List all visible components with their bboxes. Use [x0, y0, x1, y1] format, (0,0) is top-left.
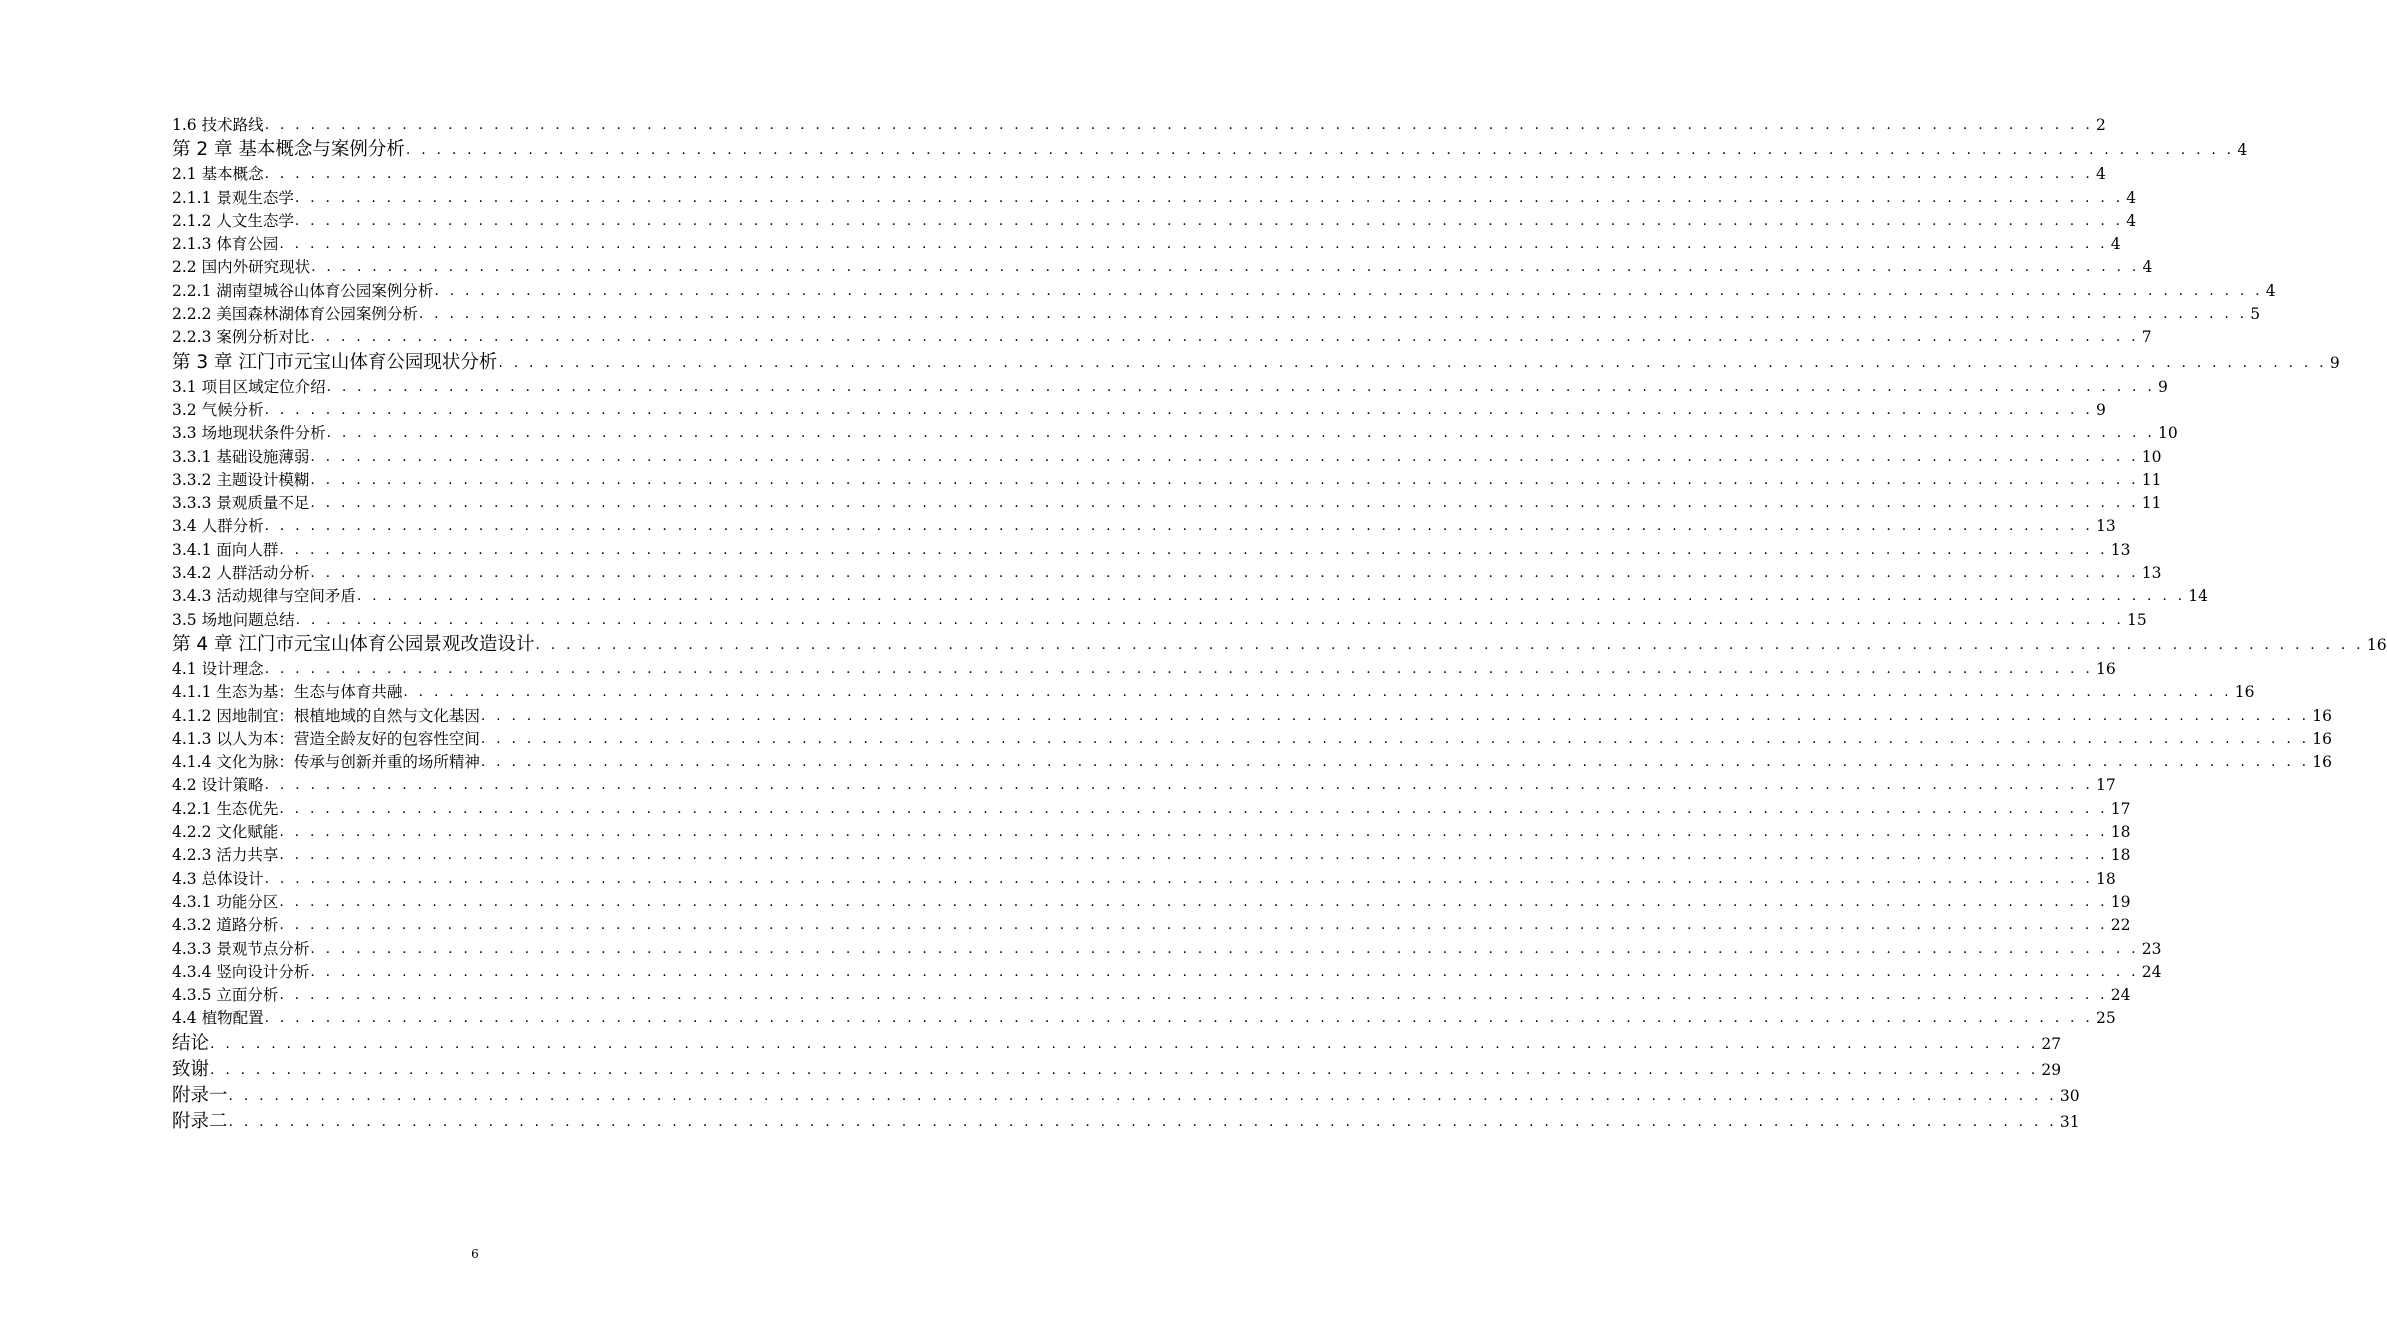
toc-entry-label: 4.3.1 功能分区 [172, 892, 279, 911]
toc-entry-label: 4.2.3 活力共享 [172, 846, 279, 865]
toc-entry-page: 9 [2157, 377, 2168, 396]
toc-entry-label: 2.1.1 景观生态学 [172, 188, 294, 207]
toc-chapter-entry[interactable] [172, 1109, 2080, 1135]
toc-entry[interactable] [172, 422, 2178, 445]
toc-entry-page: 10 [2157, 424, 2178, 443]
toc-entry[interactable] [172, 585, 2209, 608]
toc-chapter-entry[interactable] [172, 632, 2387, 658]
toc-entry-page: 16 [2366, 635, 2387, 654]
toc-leader-dots: . . . . . . . . . . . . . . . . . . . . . . . . . . . . . . . . . . . . . . . . . . . . . . . . . . . . . . . . . . . . . . . . . . . . . . . . . . . . . . . . . . . . . . . . . . . . . . . . . . . . . . . . . . . . . . . . . . . . . . . . [264, 777, 2093, 794]
toc-entry-page: 27 [2041, 1034, 2062, 1053]
toc-entry-label: 1.6 技术路线 [172, 116, 264, 134]
toc-entry-page: 24 [2110, 986, 2131, 1005]
toc-entry[interactable] [172, 233, 2121, 256]
toc-entry-page: 16 [2312, 706, 2333, 725]
toc-entry-label: 4.3.4 竖向设计分析 [172, 962, 310, 981]
toc-leader-dots: . . . . . . . . . . . . . . . . . . . . . . . . . . . . . . . . . . . . . . . . . . . . . . . . . . . . . . . . . . . . . . . . . . . . . . . . . . . . . . . . . . . . . . . . . . . . . . . . . . . . . . . . . . . . . . . . . . . . . . . . [480, 754, 2310, 771]
toc-entry-label: 3.2 气候分析 [172, 400, 264, 419]
toc-entry-page: 13 [2141, 564, 2162, 583]
toc-leader-dots: . . . . . . . . . . . . . . . . . . . . . . . . . . . . . . . . . . . . . . . . . . . . . . . . . . . . . . . . . . . . . . . . . . . . . . . . . . . . . . . . . . . . . . . . . . . . . . . . . . . . . . . . . . . . . . . . . . . . . . . . [311, 259, 2140, 276]
toc-entry-page: 7 [2141, 328, 2152, 347]
toc-entry-page: 18 [2110, 846, 2131, 865]
toc-entry-label: 4.3.5 立面分析 [172, 986, 279, 1005]
toc-leader-dots: . . . . . . . . . . . . . . . . . . . . . . . . . . . . . . . . . . . . . . . . . . . . . . . . . . . . . . . . . . . . . . . . . . . . . . . . . . . . . . . . . . . . . . . . . . . . . . . . . . . . . . . . . . . . . . . . . . . . . . . . [310, 565, 2139, 582]
toc-entry-page: 4 [2095, 165, 2106, 184]
toc-entry[interactable] [172, 705, 2333, 728]
toc-entry-label: 3.3.3 景观质量不足 [172, 494, 310, 513]
table-of-contents [172, 114, 2387, 1135]
toc-entry-page: 10 [2141, 447, 2162, 466]
toc-entry-label: 2.1.2 人文生态学 [172, 211, 294, 230]
toc-leader-dots: . . . . . . . . . . . . . . . . . . . . . . . . . . . . . . . . . . . . . . . . . . . . . . . . . . . . . . . . . . . . . . . . . . . . . . . . . . . . . . . . . . . . . . . . . . . . . . . . . . . . . . . . . . . . . . . . . . . . . . . . [279, 987, 2108, 1004]
toc-leader-dots: . . . . . . . . . . . . . . . . . . . . . . . . . . . . . . . . . . . . . . . . . . . . . . . . . . . . . . . . . . . . . . . . . . . . . . . . . . . . . . . . . . . . . . . . . . . . . . . . . . . . . . . . . . . . . . . . . . . . . . . . [535, 636, 2364, 653]
toc-entry[interactable] [172, 163, 2106, 186]
toc-leader-dots: . . . . . . . . . . . . . . . . . . . . . . . . . . . . . . . . . . . . . . . . . . . . . . . . . . . . . . . . . . . . . . . . . . . . . . . . . . . . . . . . . . . . . . . . . . . . . . . . . . . . . . . . . . . . . . . . . . . . . . . . [294, 212, 2124, 229]
toc-entry-page: 17 [2095, 776, 2116, 795]
toc-leader-dots: . . . . . . . . . . . . . . . . . . . . . . . . . . . . . . . . . . . . . . . . . . . . . . . . . . . . . . . . . . . . . . . . . . . . . . . . . . . . . . . . . . . . . . . . . . . . . . . . . . . . . . . . . . . . . . . . . . . . . . . . [310, 495, 2139, 512]
toc-entry-label: 3.3.2 主题设计模糊 [172, 470, 310, 489]
toc-leader-dots: . . . . . . . . . . . . . . . . . . . . . . . . . . . . . . . . . . . . . . . . . . . . . . . . . . . . . . . . . . . . . . . . . . . . . . . . . . . . . . . . . . . . . . . . . . . . . . . . . . . . . . . . . . . . . . . . . . . . . . . . [295, 611, 2124, 628]
toc-entry[interactable] [172, 961, 2162, 984]
toc-entry-label: 4.1 设计理念 [172, 659, 264, 678]
toc-leader-dots: . . . . . . . . . . . . . . . . . . . . . . . . . . . . . . . . . . . . . . . . . . . . . . . . . . . . . . . . . . . . . . . . . . . . . . . . . . . . . . . . . . . . . . . . . . . . . . . . . . . . . . . . . . . . . . . . . . . . . . . . [326, 378, 2155, 395]
toc-leader-dots: . . . . . . . . . . . . . . . . . . . . . . . . . . . . . . . . . . . . . . . . . . . . . . . . . . . . . . . . . . . . . . . . . . . . . . . . . . . . . . . . . . . . . . . . . . . . . . . . . . . . . . . . . . . . . . . . . . . . . . . . [480, 730, 2310, 747]
toc-entry-page: 14 [2188, 587, 2209, 606]
toc-entry-page: 22 [2110, 916, 2131, 935]
toc-entry[interactable] [172, 751, 2333, 774]
toc-leader-dots: . . . . . . . . . . . . . . . . . . . . . . . . . . . . . . . . . . . . . . . . . . . . . . . . . . . . . . . . . . . . . . . . . . . . . . . . . . . . . . . . . . . . . . . . . . . . . . . . . . . . . . . . . . . . . . . . . . . . . . . . [310, 963, 2139, 980]
toc-entry-label: 4.3.3 景观节点分析 [172, 939, 310, 958]
toc-entry[interactable] [172, 515, 2116, 538]
toc-entry-page: 13 [2095, 517, 2116, 536]
toc-entry[interactable] [172, 256, 2153, 279]
toc-entry-page: 19 [2110, 892, 2131, 911]
toc-entry-label: 致谢 [172, 1058, 210, 1080]
toc-entry[interactable] [172, 658, 2116, 681]
toc-leader-dots: . . . . . . . . . . . . . . . . . . . . . . . . . . . . . . . . . . . . . . . . . . . . . . . . . . . . . . . . . . . . . . . . . . . . . . . . . . . . . . . . . . . . . . . . . . . . . . . . . . . . . . . . . . . . . . . . . . . . . . . . [264, 117, 2093, 133]
toc-entry-label: 3.4.2 人群活动分析 [172, 564, 310, 583]
toc-entry-page: 9 [2329, 353, 2340, 372]
toc-entry-label: 3.5 场地问题总结 [172, 610, 295, 629]
toc-leader-dots: . . . . . . . . . . . . . . . . . . . . . . . . . . . . . . . . . . . . . . . . . . . . . . . . . . . . . . . . . . . . . . . . . . . . . . . . . . . . . . . . . . . . . . . . . . . . . . . . . . . . . . . . . . . . . . . . . . . . . . . . [310, 471, 2139, 488]
toc-entry-page: 4 [2110, 235, 2121, 254]
toc-entry[interactable] [172, 938, 2162, 961]
toc-entry-page: 16 [2312, 729, 2333, 748]
toc-entry-page: 4 [2126, 211, 2137, 230]
toc-entry-page: 30 [2059, 1086, 2080, 1105]
toc-leader-dots: . . . . . . . . . . . . . . . . . . . . . . . . . . . . . . . . . . . . . . . . . . . . . . . . . . . . . . . . . . . . . . . . . . . . . . . . . . . . . . . . . . . . . . . . . . . . . . . . . . . . . . . . . . . . . . . . . . . . . . . . [418, 306, 2248, 323]
toc-leader-dots: . . . . . . . . . . . . . . . . . . . . . . . . . . . . . . . . . . . . . . . . . . . . . . . . . . . . . . . . . . . . . . . . . . . . . . . . . . . . . . . . . . . . . . . . . . . . . . . . . . . . . . . . . . . . . . . . . . . . . . . . [210, 1061, 2039, 1078]
toc-entry-page: 15 [2126, 610, 2147, 629]
toc-leader-dots: . . . . . . . . . . . . . . . . . . . . . . . . . . . . . . . . . . . . . . . . . . . . . . . . . . . . . . . . . . . . . . . . . . . . . . . . . . . . . . . . . . . . . . . . . . . . . . . . . . . . . . . . . . . . . . . . . . . . . . . . [279, 541, 2108, 558]
toc-leader-dots: . . . . . . . . . . . . . . . . . . . . . . . . . . . . . . . . . . . . . . . . . . . . . . . . . . . . . . . . . . . . . . . . . . . . . . . . . . . . . . . . . . . . . . . . . . . . . . . . . . . . . . . . . . . . . . . . . . . . . . . . [310, 940, 2139, 957]
toc-chapter-entry[interactable] [172, 350, 2340, 376]
toc-entry-page: 16 [2312, 753, 2333, 772]
toc-entry[interactable] [172, 210, 2137, 233]
toc-entry[interactable] [172, 984, 2131, 1007]
toc-entry-page: 13 [2110, 540, 2131, 559]
toc-entry-page: 4 [2237, 141, 2248, 160]
toc-leader-dots: . . . . . . . . . . . . . . . . . . . . . . . . . . . . . . . . . . . . . . . . . . . . . . . . . . . . . . . . . . . . . . . . . . . . . . . . . . . . . . . . . . . . . . . . . . . . . . . . . . . . . . . . . . . . . . . . . . . . . . . . [279, 824, 2108, 841]
toc-entry-label: 2.2.2 美国森林湖体育公园案例分析 [172, 305, 418, 324]
toc-entry-label: 4.1.1 生态为基：生态与体育共融 [172, 683, 403, 702]
toc-leader-dots: . . . . . . . . . . . . . . . . . . . . . . . . . . . . . . . . . . . . . . . . . . . . . . . . . . . . . . . . . . . . . . . . . . . . . . . . . . . . . . . . . . . . . . . . . . . . . . . . . . . . . . . . . . . . . . . . . . . . . . . . [356, 588, 2186, 605]
toc-entry[interactable] [172, 844, 2131, 867]
toc-entry-page: 4 [2265, 281, 2276, 300]
toc-entry-label: 3.1 项目区域定位介绍 [172, 377, 326, 396]
toc-entry[interactable] [172, 492, 2162, 515]
toc-entry-label: 4.1.2 因地制宜：根植地域的自然与文化基因 [172, 706, 480, 725]
toc-chapter-entry[interactable] [172, 1057, 2062, 1083]
toc-entry-page: 2 [2095, 116, 2106, 134]
page-number: 6 [471, 1247, 479, 1261]
toc-entry[interactable] [172, 399, 2106, 422]
toc-entry-label: 附录一 [172, 1084, 228, 1106]
toc-leader-dots: . . . . . . . . . . . . . . . . . . . . . . . . . . . . . . . . . . . . . . . . . . . . . . . . . . . . . . . . . . . . . . . . . . . . . . . . . . . . . . . . . . . . . . . . . . . . . . . . . . . . . . . . . . . . . . . . . . . . . . . . [405, 142, 2235, 159]
toc-entry-label: 第 2 章 基本概念与案例分析 [172, 139, 405, 161]
toc-leader-dots: . . . . . . . . . . . . . . . . . . . . . . . . . . . . . . . . . . . . . . . . . . . . . . . . . . . . . . . . . . . . . . . . . . . . . . . . . . . . . . . . . . . . . . . . . . . . . . . . . . . . . . . . . . . . . . . . . . . . . . . . [264, 1010, 2093, 1027]
toc-entry[interactable] [172, 114, 2106, 137]
toc-leader-dots: . . . . . . . . . . . . . . . . . . . . . . . . . . . . . . . . . . . . . . . . . . . . . . . . . . . . . . . . . . . . . . . . . . . . . . . . . . . . . . . . . . . . . . . . . . . . . . . . . . . . . . . . . . . . . . . . . . . . . . . . [264, 660, 2093, 677]
toc-entry-label: 第 4 章 江门市元宝山体育公园景观改造设计 [172, 633, 535, 655]
toc-entry-label: 2.1.3 体育公园 [172, 235, 279, 254]
toc-entry-label: 2.2.1 湖南望城谷山体育公园案例分析 [172, 281, 434, 300]
toc-entry[interactable] [172, 914, 2131, 937]
toc-entry-label: 4.2 设计策略 [172, 776, 264, 795]
toc-leader-dots: . . . . . . . . . . . . . . . . . . . . . . . . . . . . . . . . . . . . . . . . . . . . . . . . . . . . . . . . . . . . . . . . . . . . . . . . . . . . . . . . . . . . . . . . . . . . . . . . . . . . . . . . . . . . . . . . . . . . . . . . [326, 425, 2155, 442]
toc-entry-page: 18 [2110, 823, 2131, 842]
toc-entry-label: 2.1 基本概念 [172, 165, 264, 184]
toc-entry[interactable] [172, 280, 2276, 303]
toc-entry-page: 4 [2142, 258, 2153, 277]
toc-entry-label: 4.4 植物配置 [172, 1009, 264, 1028]
toc-entry-label: 3.4.1 面向人群 [172, 540, 279, 559]
toc-leader-dots: . . . . . . . . . . . . . . . . . . . . . . . . . . . . . . . . . . . . . . . . . . . . . . . . . . . . . . . . . . . . . . . . . . . . . . . . . . . . . . . . . . . . . . . . . . . . . . . . . . . . . . . . . . . . . . . . . . . . . . . . [264, 518, 2093, 535]
toc-entry-page: 4 [2126, 188, 2137, 207]
toc-entry-page: 25 [2095, 1009, 2116, 1028]
toc-entry[interactable] [172, 681, 2255, 704]
toc-entry-page: 16 [2095, 659, 2116, 678]
toc-entry[interactable] [172, 303, 2261, 326]
toc-entry-page: 17 [2110, 799, 2131, 818]
toc-entry-page: 9 [2095, 400, 2106, 419]
toc-leader-dots: . . . . . . . . . . . . . . . . . . . . . . . . . . . . . . . . . . . . . . . . . . . . . . . . . . . . . . . . . . . . . . . . . . . . . . . . . . . . . . . . . . . . . . . . . . . . . . . . . . . . . . . . . . . . . . . . . . . . . . . . [210, 1035, 2039, 1052]
toc-entry-label: 3.3 场地现状条件分析 [172, 424, 326, 443]
toc-leader-dots: . . . . . . . . . . . . . . . . . . . . . . . . . . . . . . . . . . . . . . . . . . . . . . . . . . . . . . . . . . . . . . . . . . . . . . . . . . . . . . . . . . . . . . . . . . . . . . . . . . . . . . . . . . . . . . . . . . . . . . . . [310, 329, 2139, 346]
toc-entry-label: 4.3.2 道路分析 [172, 916, 279, 935]
toc-entry-page: 18 [2095, 869, 2116, 888]
toc-chapter-entry[interactable] [172, 1083, 2080, 1109]
toc-entry-page: 5 [2250, 305, 2261, 324]
toc-leader-dots: . . . . . . . . . . . . . . . . . . . . . . . . . . . . . . . . . . . . . . . . . . . . . . . . . . . . . . . . . . . . . . . . . . . . . . . . . . . . . . . . . . . . . . . . . . . . . . . . . . . . . . . . . . . . . . . . . . . . . . . . [279, 847, 2108, 864]
toc-entry[interactable] [172, 539, 2131, 562]
toc-leader-dots: . . . . . . . . . . . . . . . . . . . . . . . . . . . . . . . . . . . . . . . . . . . . . . . . . . . . . . . . . . . . . . . . . . . . . . . . . . . . . . . . . . . . . . . . . . . . . . . . . . . . . . . . . . . . . . . . . . . . . . . . [228, 1113, 2057, 1130]
toc-chapter-entry[interactable] [172, 1031, 2062, 1057]
toc-entry-label: 结论 [172, 1032, 210, 1054]
toc-entry-label: 附录二 [172, 1110, 228, 1132]
toc-leader-dots: . . . . . . . . . . . . . . . . . . . . . . . . . . . . . . . . . . . . . . . . . . . . . . . . . . . . . . . . . . . . . . . . . . . . . . . . . . . . . . . . . . . . . . . . . . . . . . . . . . . . . . . . . . . . . . . . . . . . . . . . [498, 354, 2327, 371]
toc-entry-label: 4.2.1 生态优先 [172, 799, 279, 818]
toc-entry-page: 11 [2141, 494, 2162, 513]
toc-entry[interactable] [172, 446, 2162, 469]
toc-leader-dots: . . . . . . . . . . . . . . . . . . . . . . . . . . . . . . . . . . . . . . . . . . . . . . . . . . . . . . . . . . . . . . . . . . . . . . . . . . . . . . . . . . . . . . . . . . . . . . . . . . . . . . . . . . . . . . . . . . . . . . . . [480, 707, 2310, 724]
toc-entry[interactable] [172, 798, 2131, 821]
toc-leader-dots: . . . . . . . . . . . . . . . . . . . . . . . . . . . . . . . . . . . . . . . . . . . . . . . . . . . . . . . . . . . . . . . . . . . . . . . . . . . . . . . . . . . . . . . . . . . . . . . . . . . . . . . . . . . . . . . . . . . . . . . . [264, 166, 2093, 183]
toc-entry-page: 23 [2141, 939, 2162, 958]
toc-entry-page: 24 [2141, 962, 2162, 981]
toc-leader-dots: . . . . . . . . . . . . . . . . . . . . . . . . . . . . . . . . . . . . . . . . . . . . . . . . . . . . . . . . . . . . . . . . . . . . . . . . . . . . . . . . . . . . . . . . . . . . . . . . . . . . . . . . . . . . . . . . . . . . . . . . [403, 684, 2232, 701]
toc-leader-dots: . . . . . . . . . . . . . . . . . . . . . . . . . . . . . . . . . . . . . . . . . . . . . . . . . . . . . . . . . . . . . . . . . . . . . . . . . . . . . . . . . . . . . . . . . . . . . . . . . . . . . . . . . . . . . . . . . . . . . . . . [434, 282, 2263, 299]
toc-leader-dots: . . . . . . . . . . . . . . . . . . . . . . . . . . . . . . . . . . . . . . . . . . . . . . . . . . . . . . . . . . . . . . . . . . . . . . . . . . . . . . . . . . . . . . . . . . . . . . . . . . . . . . . . . . . . . . . . . . . . . . . . [310, 448, 2139, 465]
toc-entry[interactable] [172, 469, 2162, 492]
toc-entry-label: 4.2.2 文化赋能 [172, 823, 279, 842]
toc-entry-label: 3.4 人群分析 [172, 517, 264, 536]
toc-entry[interactable] [172, 376, 2168, 399]
toc-entry-label: 第 3 章 江门市元宝山体育公园现状分析 [172, 351, 498, 373]
toc-entry-label: 4.3 总体设计 [172, 869, 264, 888]
toc-leader-dots: . . . . . . . . . . . . . . . . . . . . . . . . . . . . . . . . . . . . . . . . . . . . . . . . . . . . . . . . . . . . . . . . . . . . . . . . . . . . . . . . . . . . . . . . . . . . . . . . . . . . . . . . . . . . . . . . . . . . . . . . [279, 917, 2108, 934]
toc-entry-page: 16 [2234, 683, 2255, 702]
toc-entry[interactable] [172, 609, 2147, 632]
toc-entry-label: 3.4.3 活动规律与空间矛盾 [172, 587, 356, 606]
toc-chapter-entry[interactable] [172, 137, 2248, 163]
toc-leader-dots: . . . . . . . . . . . . . . . . . . . . . . . . . . . . . . . . . . . . . . . . . . . . . . . . . . . . . . . . . . . . . . . . . . . . . . . . . . . . . . . . . . . . . . . . . . . . . . . . . . . . . . . . . . . . . . . . . . . . . . . . [264, 870, 2093, 887]
toc-entry-page: 29 [2041, 1060, 2062, 1079]
toc-entry-page: 11 [2141, 470, 2162, 489]
toc-entry-label: 2.2.3 案例分析对比 [172, 328, 310, 347]
toc-entry[interactable] [172, 728, 2333, 751]
toc-entry-label: 4.1.3 以人为本：营造全龄友好的包容性空间 [172, 729, 480, 748]
toc-entry[interactable] [172, 187, 2137, 210]
toc-leader-dots: . . . . . . . . . . . . . . . . . . . . . . . . . . . . . . . . . . . . . . . . . . . . . . . . . . . . . . . . . . . . . . . . . . . . . . . . . . . . . . . . . . . . . . . . . . . . . . . . . . . . . . . . . . . . . . . . . . . . . . . . [294, 189, 2124, 206]
toc-entry-label: 3.3.1 基础设施薄弱 [172, 447, 310, 466]
toc-entry-label: 4.1.4 文化为脉：传承与创新并重的场所精神 [172, 753, 480, 772]
toc-leader-dots: . . . . . . . . . . . . . . . . . . . . . . . . . . . . . . . . . . . . . . . . . . . . . . . . . . . . . . . . . . . . . . . . . . . . . . . . . . . . . . . . . . . . . . . . . . . . . . . . . . . . . . . . . . . . . . . . . . . . . . . . [228, 1087, 2057, 1104]
toc-entry[interactable] [172, 821, 2131, 844]
toc-entry[interactable] [172, 326, 2152, 349]
toc-leader-dots: . . . . . . . . . . . . . . . . . . . . . . . . . . . . . . . . . . . . . . . . . . . . . . . . . . . . . . . . . . . . . . . . . . . . . . . . . . . . . . . . . . . . . . . . . . . . . . . . . . . . . . . . . . . . . . . . . . . . . . . . [264, 401, 2093, 418]
toc-entry[interactable] [172, 774, 2116, 797]
toc-entry[interactable] [172, 1007, 2116, 1030]
toc-entry[interactable] [172, 891, 2131, 914]
toc-entry-label: 2.2 国内外研究现状 [172, 258, 311, 277]
toc-entry-page: 31 [2059, 1112, 2080, 1131]
toc-entry[interactable] [172, 868, 2116, 891]
toc-leader-dots: . . . . . . . . . . . . . . . . . . . . . . . . . . . . . . . . . . . . . . . . . . . . . . . . . . . . . . . . . . . . . . . . . . . . . . . . . . . . . . . . . . . . . . . . . . . . . . . . . . . . . . . . . . . . . . . . . . . . . . . . [279, 893, 2108, 910]
toc-leader-dots: . . . . . . . . . . . . . . . . . . . . . . . . . . . . . . . . . . . . . . . . . . . . . . . . . . . . . . . . . . . . . . . . . . . . . . . . . . . . . . . . . . . . . . . . . . . . . . . . . . . . . . . . . . . . . . . . . . . . . . . . [279, 236, 2108, 253]
toc-entry[interactable] [172, 562, 2162, 585]
toc-leader-dots: . . . . . . . . . . . . . . . . . . . . . . . . . . . . . . . . . . . . . . . . . . . . . . . . . . . . . . . . . . . . . . . . . . . . . . . . . . . . . . . . . . . . . . . . . . . . . . . . . . . . . . . . . . . . . . . . . . . . . . . . [279, 800, 2108, 817]
